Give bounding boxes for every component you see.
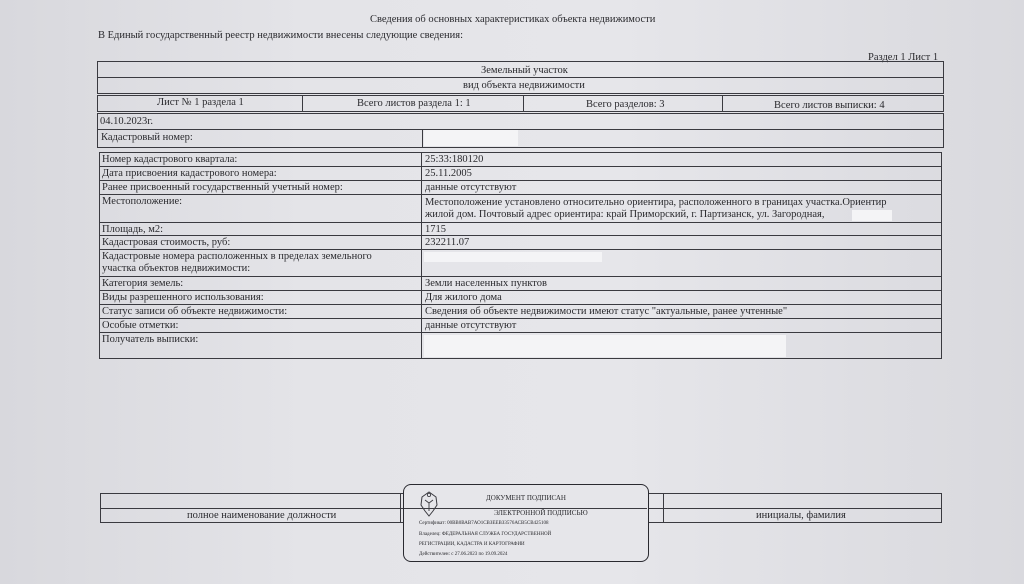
divider xyxy=(99,304,942,305)
total-sheets-extract: Всего листов выписки: 4 xyxy=(774,100,885,111)
extract-date: 04.10.2023г. xyxy=(100,116,153,127)
section-sheet-label: Раздел 1 Лист 1 xyxy=(868,52,939,63)
cadastral-number-label: Кадастровый номер: xyxy=(101,132,193,143)
divider xyxy=(99,194,942,195)
row-value: 1715 xyxy=(425,224,446,235)
divider xyxy=(97,77,944,78)
redacted-recipient xyxy=(424,335,786,357)
divider xyxy=(400,493,401,523)
row-value-continued: жилой дом. Почтовый адрес ориентира: край Приморский, г. Партизанск, ул. Загородная, xyxy=(425,209,825,220)
row-label: Ранее присвоенный государственный учетный номер: xyxy=(102,182,343,193)
document-title: Сведения об основных характеристиках объекта недвижимости xyxy=(370,14,656,25)
divider xyxy=(302,95,303,112)
divider xyxy=(523,95,524,112)
divider xyxy=(97,129,944,130)
total-sheets-section: Всего листов раздела 1: 1 xyxy=(357,98,471,109)
stamp-certificate: Сертификат: 00ВВ0ВАВ7АО1СВЗЕЕВЗ3576АСВ5СВ425108 xyxy=(419,521,549,526)
stamp-owner: Владелец: ФЕДЕРАЛЬНАЯ СЛУЖБА ГОСУДАРСТВЕННОЙ xyxy=(419,532,552,537)
divider xyxy=(99,249,942,250)
redacted-cadastral-number xyxy=(424,130,518,146)
divider xyxy=(421,152,422,359)
stamp-validity: Действителен: с 27.06.2023 по 19.09.2024 xyxy=(419,552,508,557)
row-label: Статус записи об объекте недвижимости: xyxy=(102,306,288,317)
divider xyxy=(99,290,942,291)
row-value: Сведения об объекте недвижимости имеют статус "актуальные, ранее учтенные" xyxy=(425,306,788,317)
divider xyxy=(99,318,942,319)
object-type: Земельный участок xyxy=(481,65,568,76)
row-label: Дата присвоения кадастрового номера: xyxy=(102,168,277,179)
row-value: Местоположение установлено относительно ориентира, расположенного в границах участка.Ориентир xyxy=(425,197,887,208)
row-label: Категория земель: xyxy=(102,278,184,289)
divider xyxy=(663,493,664,523)
row-value: Для жилого дома xyxy=(425,292,502,303)
divider xyxy=(99,332,942,333)
intro-text: В Единый государственный реестр недвижимости внесены следующие сведения: xyxy=(98,30,464,41)
divider xyxy=(99,222,942,223)
name-caption: инициалы, фамилия xyxy=(756,510,846,521)
total-sections: Всего разделов: 3 xyxy=(586,99,665,110)
divider xyxy=(722,95,723,112)
divider xyxy=(99,166,942,167)
row-label: Номер кадастрового квартала: xyxy=(102,154,238,165)
row-label: Площадь, м2: xyxy=(102,224,164,235)
row-label: Местоположение: xyxy=(102,196,183,207)
row-label: Кадастровые номера расположенных в пределах земельного xyxy=(102,251,372,262)
row-value: Земли населенных пунктов xyxy=(425,278,547,289)
divider xyxy=(422,129,423,148)
redacted-address xyxy=(852,210,892,221)
row-value: 25:33:180120 xyxy=(425,154,484,165)
electronic-signature-stamp xyxy=(403,484,649,562)
divider xyxy=(99,235,942,236)
row-label: Получатель выписки: xyxy=(102,334,199,345)
row-label: Особые отметки: xyxy=(102,320,179,331)
cadastral-number-box xyxy=(97,113,944,148)
row-label: Виды разрешенного использования: xyxy=(102,292,264,303)
sheet-number: Лист № 1 раздела 1 xyxy=(157,97,244,108)
stamp-line2: ЭЛЕКТРОННОЙ ПОДПИСЬЮ xyxy=(494,509,588,517)
object-type-caption: вид объекта недвижимости xyxy=(463,80,585,91)
divider xyxy=(99,180,942,181)
position-caption: полное наименование должности xyxy=(187,510,337,521)
coat-of-arms-icon xyxy=(416,489,442,519)
divider xyxy=(99,276,942,277)
row-value: 232211.07 xyxy=(425,237,470,248)
row-value: данные отсутствуют xyxy=(425,182,517,193)
row-label: Кадастровая стоимость, руб: xyxy=(102,237,231,248)
row-value: данные отсутствуют xyxy=(425,320,517,331)
redacted-related-numbers xyxy=(424,252,602,262)
row-label-continued: участка объектов недвижимости: xyxy=(102,263,251,274)
row-value: 25.11.2005 xyxy=(425,168,472,179)
stamp-line1: ДОКУМЕНТ ПОДПИСАН xyxy=(486,494,566,502)
stamp-owner-continued: РЕГИСТРАЦИИ, КАДАСТРА И КАРТОГРАФИИ xyxy=(419,542,525,547)
